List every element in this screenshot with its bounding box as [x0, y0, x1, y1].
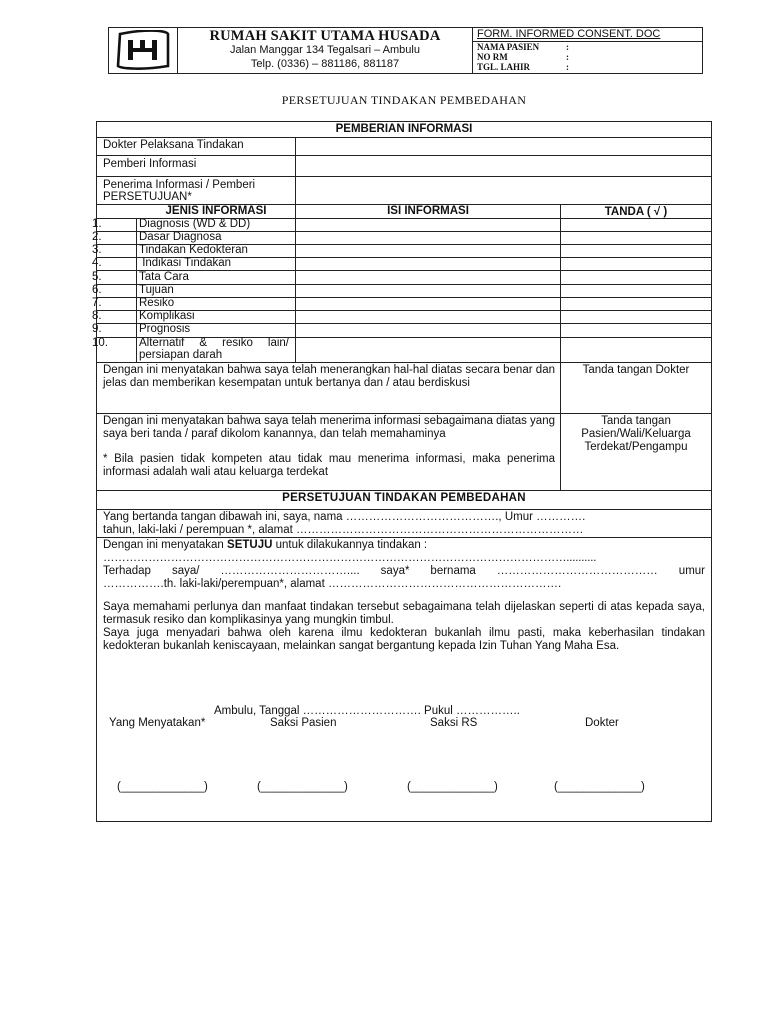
rule [96, 490, 712, 491]
patient-statement: Dengan ini menyatakan bahwa saya telah menerima informasi sebagaimana diatas yang saya beri tanda / paraf dikolom kanannya, dan telah memahaminya [103, 415, 555, 440]
rule [96, 509, 712, 510]
col-header-jenis: JENIS INFORMASI [165, 205, 267, 217]
signature-blank-saksi-pasien: (_____________) [257, 781, 348, 793]
signer-saksi-rs: Saksi RS [430, 717, 478, 729]
item-number: 2. [92, 231, 102, 243]
place-date-line: Ambulu, Tanggal …………………………. Pukul …………….. [214, 705, 520, 717]
header-divider-form [472, 27, 473, 73]
item-label: Alternatif & resiko lain/ [139, 337, 289, 349]
patient-statement-note: * Bila pasien tidak kompeten atau tidak mau menerima informasi, maka penerima informasi adalah wali atau keluarga terdekat [103, 453, 555, 478]
field-sep-nama-pasien: : [566, 42, 569, 52]
table-border-right [711, 121, 712, 822]
item-label: Resiko [139, 297, 175, 309]
item-number: 3. [92, 244, 102, 256]
signature-blank-yang-menyatakan: (_____________) [117, 781, 208, 793]
terhadap-line-2: …………….th. laki-laki/perempuan*, alamat ……………………………………………………. [103, 578, 562, 590]
item-number: 10. [92, 337, 108, 349]
form-code: FORM. INFORMED CONSENT. DOC [477, 28, 661, 40]
item-label: persiapan darah [139, 349, 223, 361]
item-number: 5. [92, 271, 102, 283]
row-label-penerima-line1: Penerima Informasi / Pemberi [103, 179, 256, 191]
hospital-logo [114, 30, 172, 75]
signature-blank-dokter: (_____________) [554, 781, 645, 793]
item-number-divider [136, 218, 137, 362]
terhadap-line-1: Terhadap saya/ …………………………….... saya* bernama …………………………………… umur [103, 565, 705, 577]
item-label: Tujuan [139, 284, 174, 296]
rule [96, 176, 712, 177]
doctor-signature-label: Tanda tangan Dokter [582, 364, 690, 376]
item-number: 1. [92, 218, 102, 230]
hospital-name: RUMAH SAKIT UTAMA HUSADA [209, 28, 441, 44]
field-sep-tgl-lahir: : [566, 62, 569, 72]
signer-saksi-pasien: Saksi Pasien [270, 717, 337, 729]
identity-line-1: Yang bertanda tangan dibawah ini, saya, nama …………………………………., Umur …………. [103, 511, 586, 523]
rule [96, 137, 712, 138]
item-number: 8. [92, 310, 102, 322]
procedure-dotted-line: …………………………………………………………………………………………………………….......... [103, 552, 597, 564]
col-header-isi: ISI INFORMASI [387, 205, 469, 217]
table-border-top [96, 121, 712, 122]
row-label-dokter-pelaksana: Dokter Pelaksana Tindakan [103, 139, 244, 151]
field-sep-no-rm: : [566, 52, 569, 62]
hospital-address: Jalan Manggar 134 Tegalsari – Ambulu [230, 44, 420, 56]
item-label: Komplikasi [139, 310, 195, 322]
table-border-bottom [96, 821, 712, 822]
info-label-divider [295, 137, 296, 204]
patient-signature-label: Tanda tangan Pasien/Wali/Keluarga Terdekat/Pengampu [581, 415, 691, 453]
item-label: Prognosis [139, 323, 191, 335]
agree-bold: SETUJU [227, 539, 273, 551]
rule [96, 537, 712, 538]
rule [96, 362, 712, 363]
field-label-nama-pasien: NAMA PASIEN [477, 42, 540, 52]
consent-section-title: PERSETUJUAN TINDAKAN PEMBEDAHAN [282, 492, 526, 504]
field-label-no-rm: NO RM [477, 52, 508, 62]
signature-blank-saksi-rs: (_____________) [407, 781, 498, 793]
agree-statement: Dengan ini menyatakan SETUJU untuk dilakukannya tindakan : [103, 539, 428, 551]
header-border-bottom [108, 73, 703, 74]
isi-tanda-divider [560, 204, 561, 490]
item-label: Dasar Diagnosa [139, 231, 222, 243]
item-number: 7. [92, 297, 102, 309]
rule [96, 413, 712, 414]
item-number: 4. [92, 257, 102, 269]
item-label: Tata Cara [139, 271, 189, 283]
rule [96, 297, 712, 298]
header-border-left [108, 27, 109, 73]
item-label: Diagnosis (WD & DD) [139, 218, 251, 230]
consent-paragraph-2: Saya juga menyadari bahwa oleh karena ilmu kedokteran bukanlah ilmu pasti, maka keberhasilan tindakan kedokteran bukanlah keniscayaan, melainkan sangat bergantung kepada Izin Tuhan Yang Maha Esa. [103, 627, 705, 652]
consent-paragraph-1: Saya memahami perlunya dan manfaat tindakan tersebut sebagaimana telah dijelaskan seperti di atas kepada saya, termasuk resiko dan komplikasinya yang mungkin timbul. [103, 601, 705, 626]
item-label: Tindakan Kedokteran [139, 244, 248, 256]
field-label-tgl-lahir: TGL. LAHIR [477, 62, 531, 72]
jenis-isi-divider [295, 204, 296, 362]
item-number: 6. [92, 284, 102, 296]
hospital-phone: Telp. (0336) – 881186, 881187 [250, 58, 400, 70]
signer-dokter: Dokter [585, 717, 619, 729]
signer-yang-menyatakan: Yang Menyatakan* [109, 717, 206, 729]
identity-line-2: tahun, laki-laki / perempuan *, alamat ………………………………………………………………… [103, 524, 584, 536]
rule [96, 284, 712, 285]
row-label-penerima-line2: PERSETUJUAN* [103, 191, 192, 203]
row-label-pemberi-informasi: Pemberi Informasi [103, 158, 197, 170]
item-number: 9. [92, 323, 102, 335]
doctor-statement: Dengan ini menyatakan bahwa saya telah menerangkan hal-hal diatas secara benar dan jelas dan memberikan kesempatan untuk bertanya dan / atau berdiskusi [103, 364, 555, 389]
info-section-title: PEMBERIAN INFORMASI [335, 123, 473, 135]
col-header-tanda: TANDA ( √ ) [604, 206, 668, 218]
header-border-right [702, 27, 703, 73]
item-label: Indikasi Tindakan [139, 257, 232, 269]
document-title: PERSETUJUAN TINDAKAN PEMBEDAHAN [281, 93, 527, 107]
rule [96, 155, 712, 156]
